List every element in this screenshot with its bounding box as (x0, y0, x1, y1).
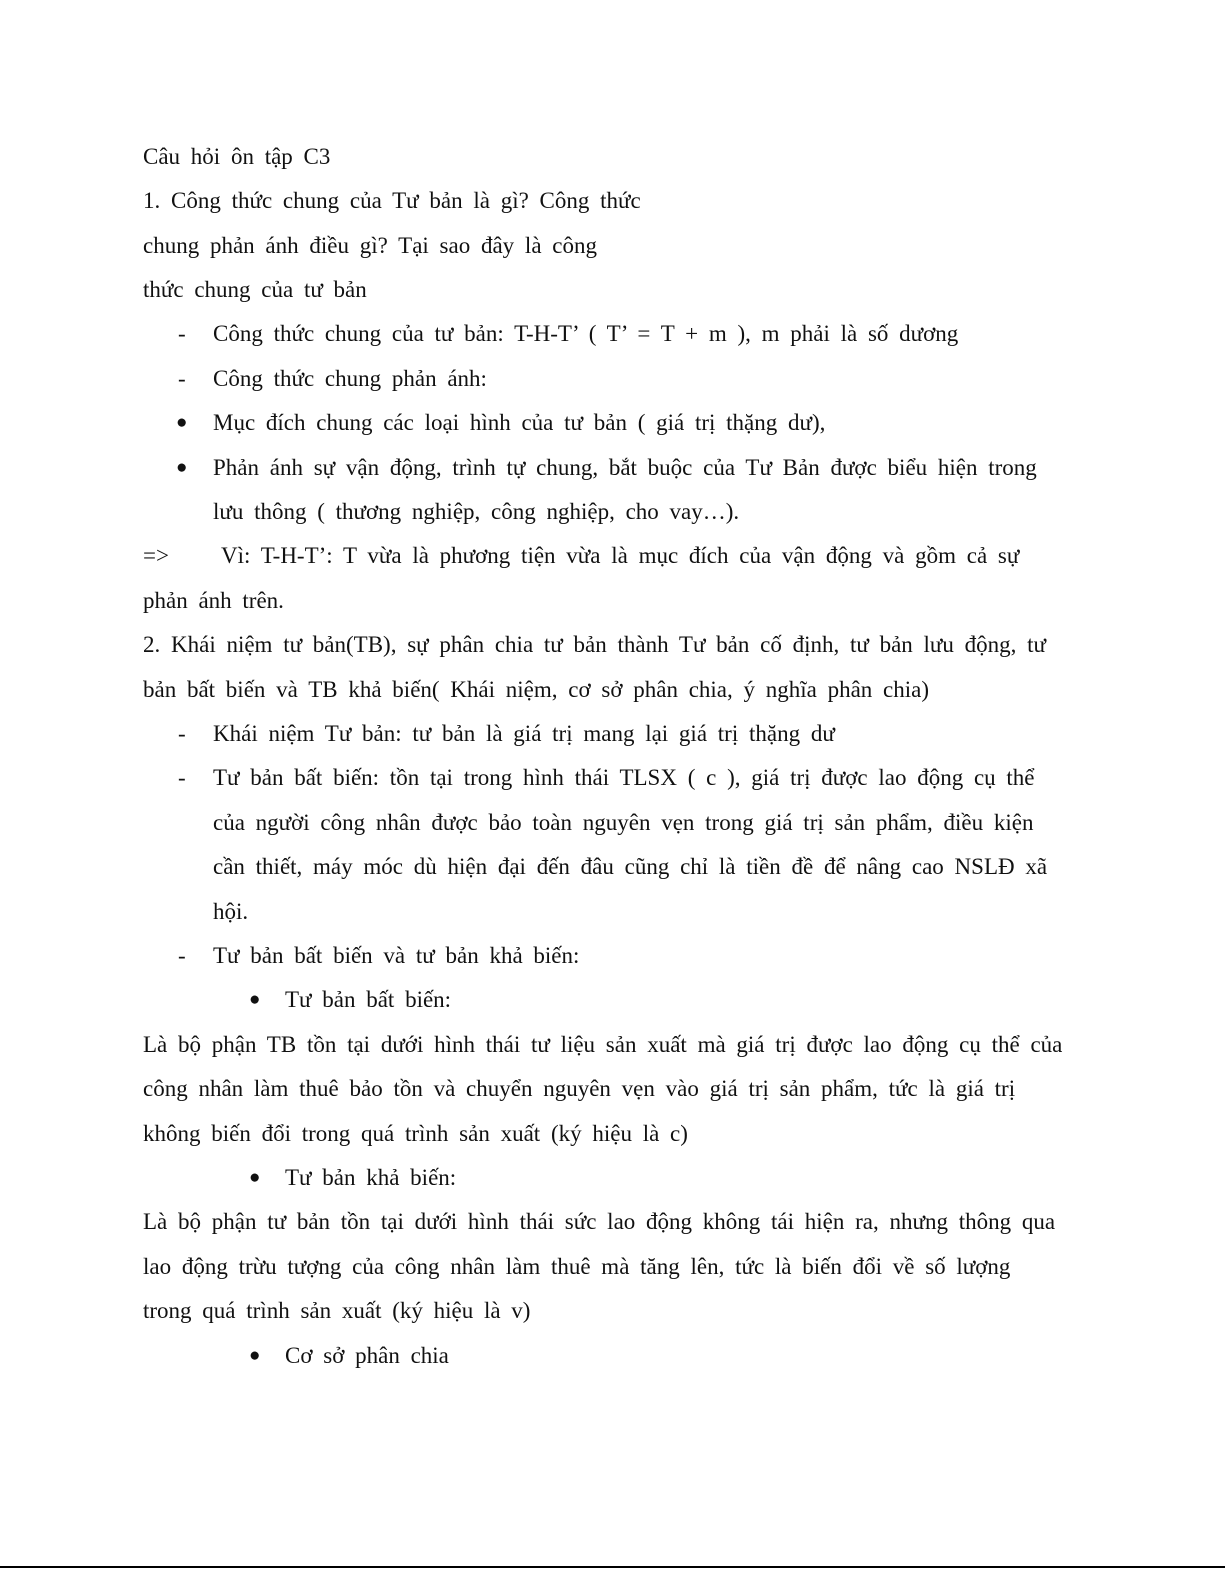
q2-heading-line-1: 2. Khái niệm tư bản(TB), sự phân chia tư bản thành Tư bản cố định, tư bản lưu động, tư (143, 632, 1046, 657)
bullet-marker: ● (249, 1345, 261, 1366)
q2-variable-text-line-1: Là bộ phận tư bản tồn tại dưới hình thái sức lao động không tái hiện ra, nhưng thông qua (143, 1209, 1056, 1234)
q1-sub-motion-line-2: lưu thông ( thương nghiệp, công nghiệp, cho vay…). (213, 499, 740, 524)
q1-conclusion-line-1: Vì: T-H-T’: T vừa là phương tiện vừa là mục đích của vận động và gồm cả sự (221, 543, 1020, 568)
q2-constant-text-line-3: không biến đổi trong quá trình sản xuất (ký hiệu là c) (143, 1121, 688, 1146)
dash-marker: - (178, 943, 186, 968)
q2-item-constant-line-3: cần thiết, máy móc dù hiện đại đến đâu cũng chỉ là tiền đề để nâng cao NSLĐ xã (213, 854, 1048, 879)
q1-conclusion-line-2: phản ánh trên. (143, 588, 284, 613)
q2-item-constant-line-2: của người công nhân được bảo toàn nguyên vẹn trong giá trị sản phẩm, điều kiện (213, 810, 1034, 835)
q2-heading-line-2: bản bất biến và TB khả biến( Khái niệm, cơ sở phân chia, ý nghĩa phân chia) (143, 677, 930, 702)
q2-variable-text-line-2: lao động trừu tượng của công nhân làm thuê mà tăng lên, tức là biến đổi về số lượng (143, 1254, 1011, 1279)
q2-item-concept: Khái niệm Tư bản: tư bản là giá trị mang lại giá trị thặng dư (213, 721, 835, 746)
dash-marker: - (178, 366, 186, 391)
bullet-marker: ● (249, 1167, 261, 1188)
bullet-marker: ● (176, 457, 188, 478)
bullet-marker: ● (176, 412, 188, 433)
q2-constant-text-line-1: Là bộ phận TB tồn tại dưới hình thái tư liệu sản xuất mà giá trị được lao động cụ thể của (143, 1032, 1063, 1057)
q1-item-formula: Công thức chung của tư bản: T-H-T’ ( T’ = T + m ), m phải là số dương (213, 321, 959, 346)
document-title: Câu hỏi ôn tập C3 (143, 144, 331, 169)
bullet-marker: ● (249, 989, 261, 1010)
q2-item-constant-line-1: Tư bản bất biến: tồn tại trong hình thái TLSX ( c ), giá trị được lao động cụ thể (213, 765, 1035, 790)
q1-heading-line-1: 1. Công thức chung của Tư bản là gì? Công thức (143, 188, 641, 213)
q2-item-constant-line-4: hội. (213, 899, 249, 924)
page-bottom-rule (0, 1566, 1225, 1568)
q1-sub-motion-line-1: Phản ánh sự vận động, trình tự chung, bắt buộc của Tư Bản được biểu hiện trong (213, 455, 1037, 480)
q2-item-both: Tư bản bất biến và tư bản khả biến: (213, 943, 580, 968)
q1-item-reflect: Công thức chung phản ánh: (213, 366, 487, 391)
q2-sub-variable-label: Tư bản khả biến: (285, 1165, 457, 1190)
q1-heading-line-2: chung phản ánh điều gì? Tại sao đây là công (143, 233, 597, 258)
q2-constant-text-line-2: công nhân làm thuê bảo tồn và chuyển nguyên vẹn vào giá trị sản phẩm, tức là giá trị (143, 1076, 1016, 1101)
q1-heading-line-3: thức chung của tư bản (143, 277, 367, 302)
conclusion-arrow: => (143, 543, 169, 568)
dash-marker: - (178, 721, 186, 746)
dash-marker: - (178, 321, 186, 346)
q1-sub-purpose: Mục đích chung các loại hình của tư bản ( giá trị thặng dư), (213, 410, 826, 435)
q2-variable-text-line-3: trong quá trình sản xuất (ký hiệu là v) (143, 1298, 531, 1323)
dash-marker: - (178, 765, 186, 790)
q2-sub-basis-label: Cơ sở phân chia (285, 1343, 449, 1368)
q2-sub-constant-label: Tư bản bất biến: (285, 987, 452, 1012)
